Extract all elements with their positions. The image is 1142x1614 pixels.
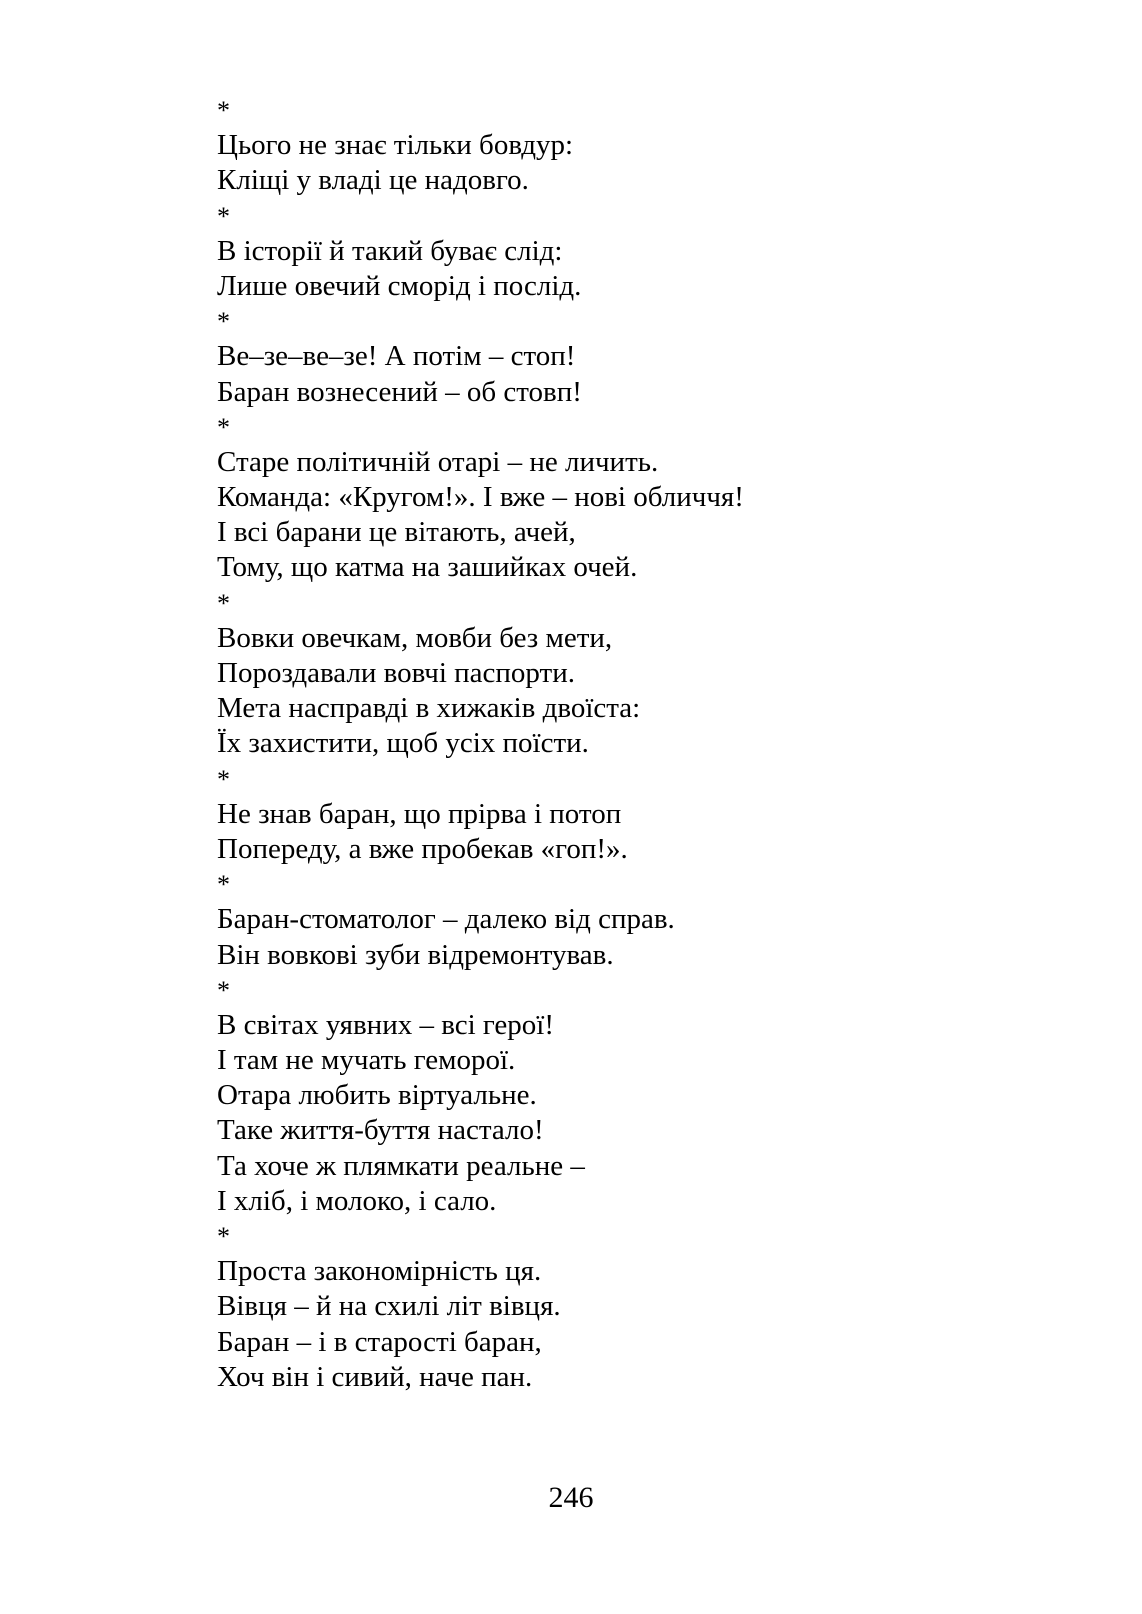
page-number: 246 (548, 1481, 594, 1514)
poem-line: Вовки овечкам, мовби без мети, (217, 621, 613, 654)
poem-line: Команда: «Кругом!». І вже – нові обличчя! (217, 481, 744, 514)
poem-line: Лише овечий сморід і послід. (217, 269, 582, 302)
poem-line: Ве–зе–ве–зе! А потім – стоп! (217, 340, 576, 373)
poem-line: Він вовкові зуби відремонтував. (217, 938, 614, 971)
poem-line: І там не мучать геморої. (217, 1044, 516, 1077)
poem-line: Старе політичній отарі – не личить. (217, 445, 659, 478)
poem-line: Проста закономірність ця. (217, 1255, 542, 1288)
stanza-separator: * (217, 1222, 230, 1251)
stanza-separator: * (217, 975, 230, 1005)
poem-line: Цього не знає тільки бовдур: (217, 129, 574, 162)
poem-line: Пороздавали вовчі паспорти. (217, 657, 575, 689)
poem-line: Баран вознесений – об стовп! (217, 375, 582, 408)
poem-line: Тому, що катма на зашийках очей. (217, 551, 638, 584)
poem-line: Баран-стоматолог – далеко від справ. (217, 903, 675, 936)
stanza-separator: * (217, 870, 230, 900)
poem-line: Отара любить віртуальне. (217, 1079, 537, 1112)
poem-text (217, 93, 1037, 1395)
poem-line: Не знав баран, що прірва і потоп (217, 797, 622, 830)
stanza-separator: * (217, 588, 230, 618)
stanza-separator: * (217, 307, 230, 337)
poem-line: Таке життя-буття настало! (217, 1114, 544, 1147)
poem-line: І всі барани це вітають, ачей, (217, 516, 576, 549)
poem-line: І хліб, і молоко, і сало. (217, 1184, 497, 1217)
poem-line: Хоч він і сивий, наче пан. (217, 1360, 533, 1393)
poem-line: В історії й такий буває слід: (217, 234, 563, 267)
stanza-separator: * (217, 96, 230, 125)
stanza-separator: * (217, 764, 230, 794)
poem-line: Баран – і в старості баран, (217, 1325, 542, 1358)
stanza-separator: * (217, 201, 230, 231)
poem-line: Та хоче ж плямкати реальне – (217, 1149, 585, 1182)
poem-line: В світах уявних – всі герої! (217, 1008, 555, 1041)
poem-line: Вівця – й на схилі літ вівця. (217, 1290, 561, 1323)
poem-line: Кліщі у владі це надовго. (217, 164, 529, 197)
stanza-separator: * (217, 412, 230, 442)
poem-line: Мета насправді в хижаків двоїста: (217, 692, 641, 725)
poem-line: Їх захистити, щоб усіх поїсти. (217, 727, 589, 760)
poem-line: Попереду, а вже пробекав «гоп!». (217, 832, 628, 865)
